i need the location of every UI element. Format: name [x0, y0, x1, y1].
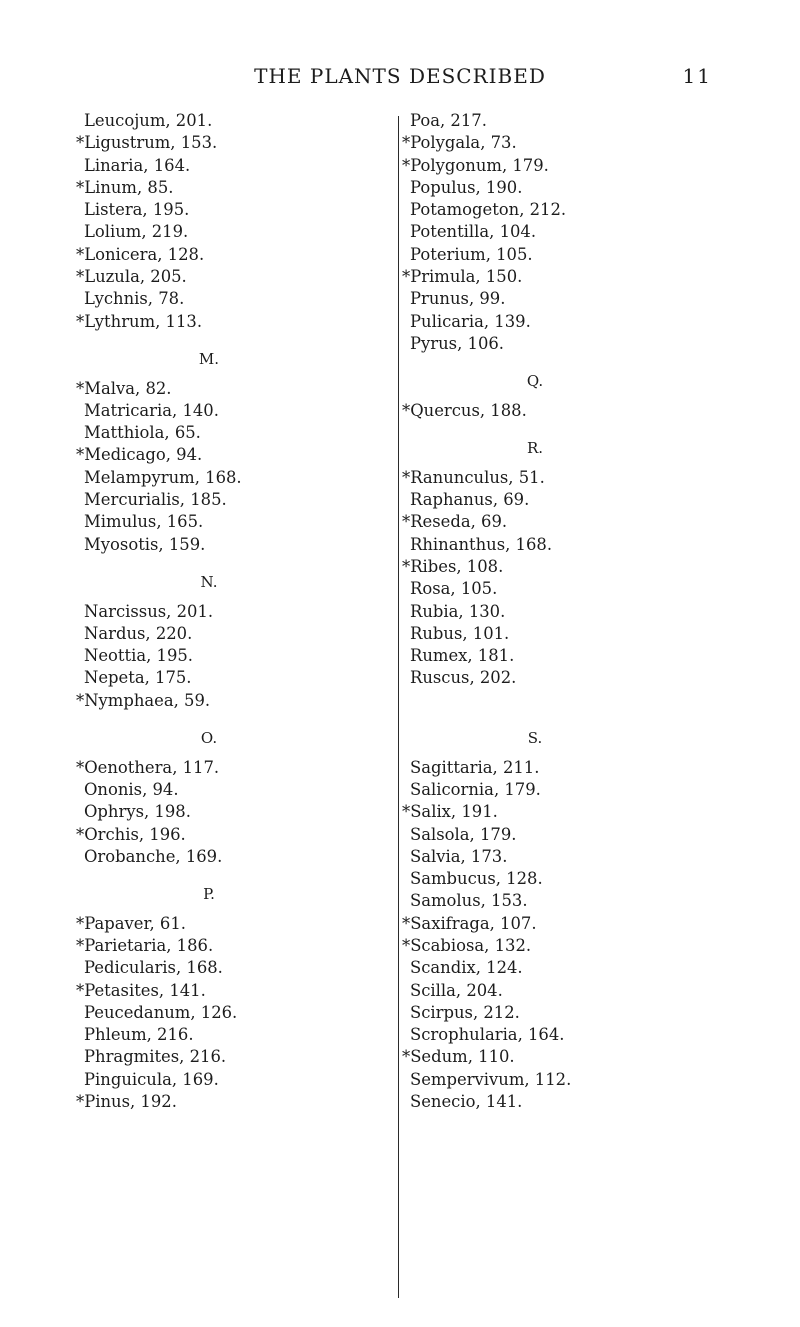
- index-entry: *Luzula, 205.: [76, 267, 187, 287]
- index-entry: Narcissus, 201.: [84, 601, 214, 621]
- section-letter: P.: [203, 885, 215, 904]
- index-entry: Scilla, 204.: [410, 980, 503, 1000]
- index-entry: Linaria, 164.: [84, 155, 191, 175]
- index-entry: *Salix, 191.: [402, 802, 498, 822]
- index-entry: Rubus, 101.: [410, 623, 510, 643]
- index-entry: Raphanus, 69.: [410, 490, 530, 510]
- index-entry: Scandix, 124.: [410, 958, 523, 978]
- index-entry: *Nymphaea, 59.: [76, 690, 211, 710]
- index-entry: Sagittaria, 211.: [410, 757, 540, 777]
- index-entry: Melampyrum, 168.: [84, 467, 242, 487]
- index-entry: Salsola, 179.: [410, 824, 517, 844]
- spacer: [410, 690, 730, 712]
- index-entry: Pyrus, 106.: [410, 333, 505, 353]
- index-entry: *Medicago, 94.: [76, 445, 203, 465]
- index-entry: Phragmites, 216.: [84, 1047, 227, 1067]
- index-entry: Ophrys, 198.: [84, 802, 191, 822]
- index-entry: *Lonicera, 128.: [76, 244, 205, 264]
- index-entry: *Linum, 85.: [76, 177, 174, 197]
- index-entry: Rumex, 181.: [410, 646, 515, 666]
- index-column-left: [76, 110, 394, 1113]
- index-entry: Potamogeton, 212.: [410, 200, 567, 220]
- index-entry: Phleum, 216.: [84, 1025, 194, 1045]
- index-entry: Lychnis, 78.: [84, 289, 185, 309]
- index-entry: Matthiola, 65.: [84, 423, 201, 443]
- index-entry: Mimulus, 165.: [84, 512, 204, 532]
- index-entry: Lolium, 219.: [84, 222, 189, 242]
- index-entry: Samolus, 153.: [410, 891, 528, 911]
- index-entry: Potentilla, 104.: [410, 222, 537, 242]
- section-letter: R.: [526, 439, 544, 458]
- index-entry: Senecio, 141.: [410, 1092, 523, 1112]
- index-entry: Nardus, 220.: [84, 623, 193, 643]
- column-divider: [398, 116, 399, 1298]
- index-entry: *Malva, 82.: [76, 378, 172, 398]
- index-entry: *Quercus, 188.: [402, 400, 527, 420]
- index-entry: *Saxifraga, 107.: [402, 913, 537, 933]
- index-entry: Nepeta, 175.: [84, 668, 192, 688]
- index-entry: Poa, 217.: [410, 111, 487, 130]
- index-entry: *Sedum, 110.: [402, 1047, 515, 1067]
- index-entry: Matricaria, 140.: [84, 400, 219, 420]
- index-entry: Pinguicula, 169.: [84, 1069, 219, 1089]
- index-entry: *Lythrum, 113.: [76, 311, 203, 331]
- section-letter: Q.: [526, 372, 544, 391]
- index-entry: Neottia, 195.: [84, 646, 194, 666]
- section-letter: O.: [200, 729, 218, 748]
- index-entry: Sambucus, 128.: [410, 869, 543, 889]
- index-entry: Scirpus, 212.: [410, 1002, 520, 1022]
- index-entry: *Parietaria, 186.: [76, 935, 214, 955]
- running-title: THE PLANTS DESCRIBED: [254, 64, 546, 88]
- index-entry: *Polygonum, 179.: [402, 155, 549, 175]
- index-entry: Listera, 195.: [84, 200, 190, 220]
- index-entry: *Primula, 150.: [402, 267, 523, 287]
- index-entry: *Orchis, 196.: [76, 824, 186, 844]
- index-entry: Rubia, 130.: [410, 601, 506, 621]
- index-entry: *Ligustrum, 153.: [76, 133, 218, 153]
- index-entry: Rosa, 105.: [410, 579, 498, 599]
- index-entry: Pedicularis, 168.: [84, 958, 223, 978]
- section-letter: N.: [200, 572, 218, 591]
- index-entry: Rhinanthus, 168.: [410, 534, 553, 554]
- running-header: [0, 64, 800, 94]
- index-entry: Leucojum, 201.: [84, 111, 213, 130]
- index-entry: Mercurialis, 185.: [84, 490, 227, 510]
- index-entry: *Oenothera, 117.: [76, 757, 220, 777]
- index-entry: Orobanche, 169.: [84, 846, 223, 866]
- index-entry: *Pinus, 192.: [76, 1092, 177, 1112]
- index-entry: Salvia, 173.: [410, 846, 508, 866]
- index-entry: Populus, 190.: [410, 177, 523, 197]
- index-entry: Pulicaria, 139.: [410, 311, 531, 331]
- section-letter: S.: [527, 729, 543, 748]
- index-entry: Peucedanum, 126.: [84, 1002, 238, 1022]
- index-entry: *Ranunculus, 51.: [402, 467, 545, 487]
- index-entry: *Ribes, 108.: [402, 556, 504, 576]
- index-entry: Sempervivum, 112.: [410, 1069, 572, 1089]
- page-number: 11: [682, 64, 712, 88]
- index-entry: Poterium, 105.: [410, 244, 533, 264]
- index-entry: Myosotis, 159.: [84, 534, 206, 554]
- index-entry: *Papaver, 61.: [76, 913, 187, 933]
- index-entry: *Scabiosa, 132.: [402, 935, 532, 955]
- index-entry: Ononis, 94.: [84, 779, 179, 799]
- index-entry: *Polygala, 73.: [402, 133, 517, 153]
- index-entry: Salicornia, 179.: [410, 779, 541, 799]
- index-entry: *Reseda, 69.: [402, 512, 508, 532]
- index-entry: Ruscus, 202.: [410, 668, 517, 688]
- index-column-right: [402, 110, 730, 1113]
- index-entry: *Petasites, 141.: [76, 980, 206, 1000]
- index-entry: Scrophularia, 164.: [410, 1025, 565, 1045]
- index-entry: Prunus, 99.: [410, 289, 506, 309]
- section-letter: M.: [198, 349, 220, 368]
